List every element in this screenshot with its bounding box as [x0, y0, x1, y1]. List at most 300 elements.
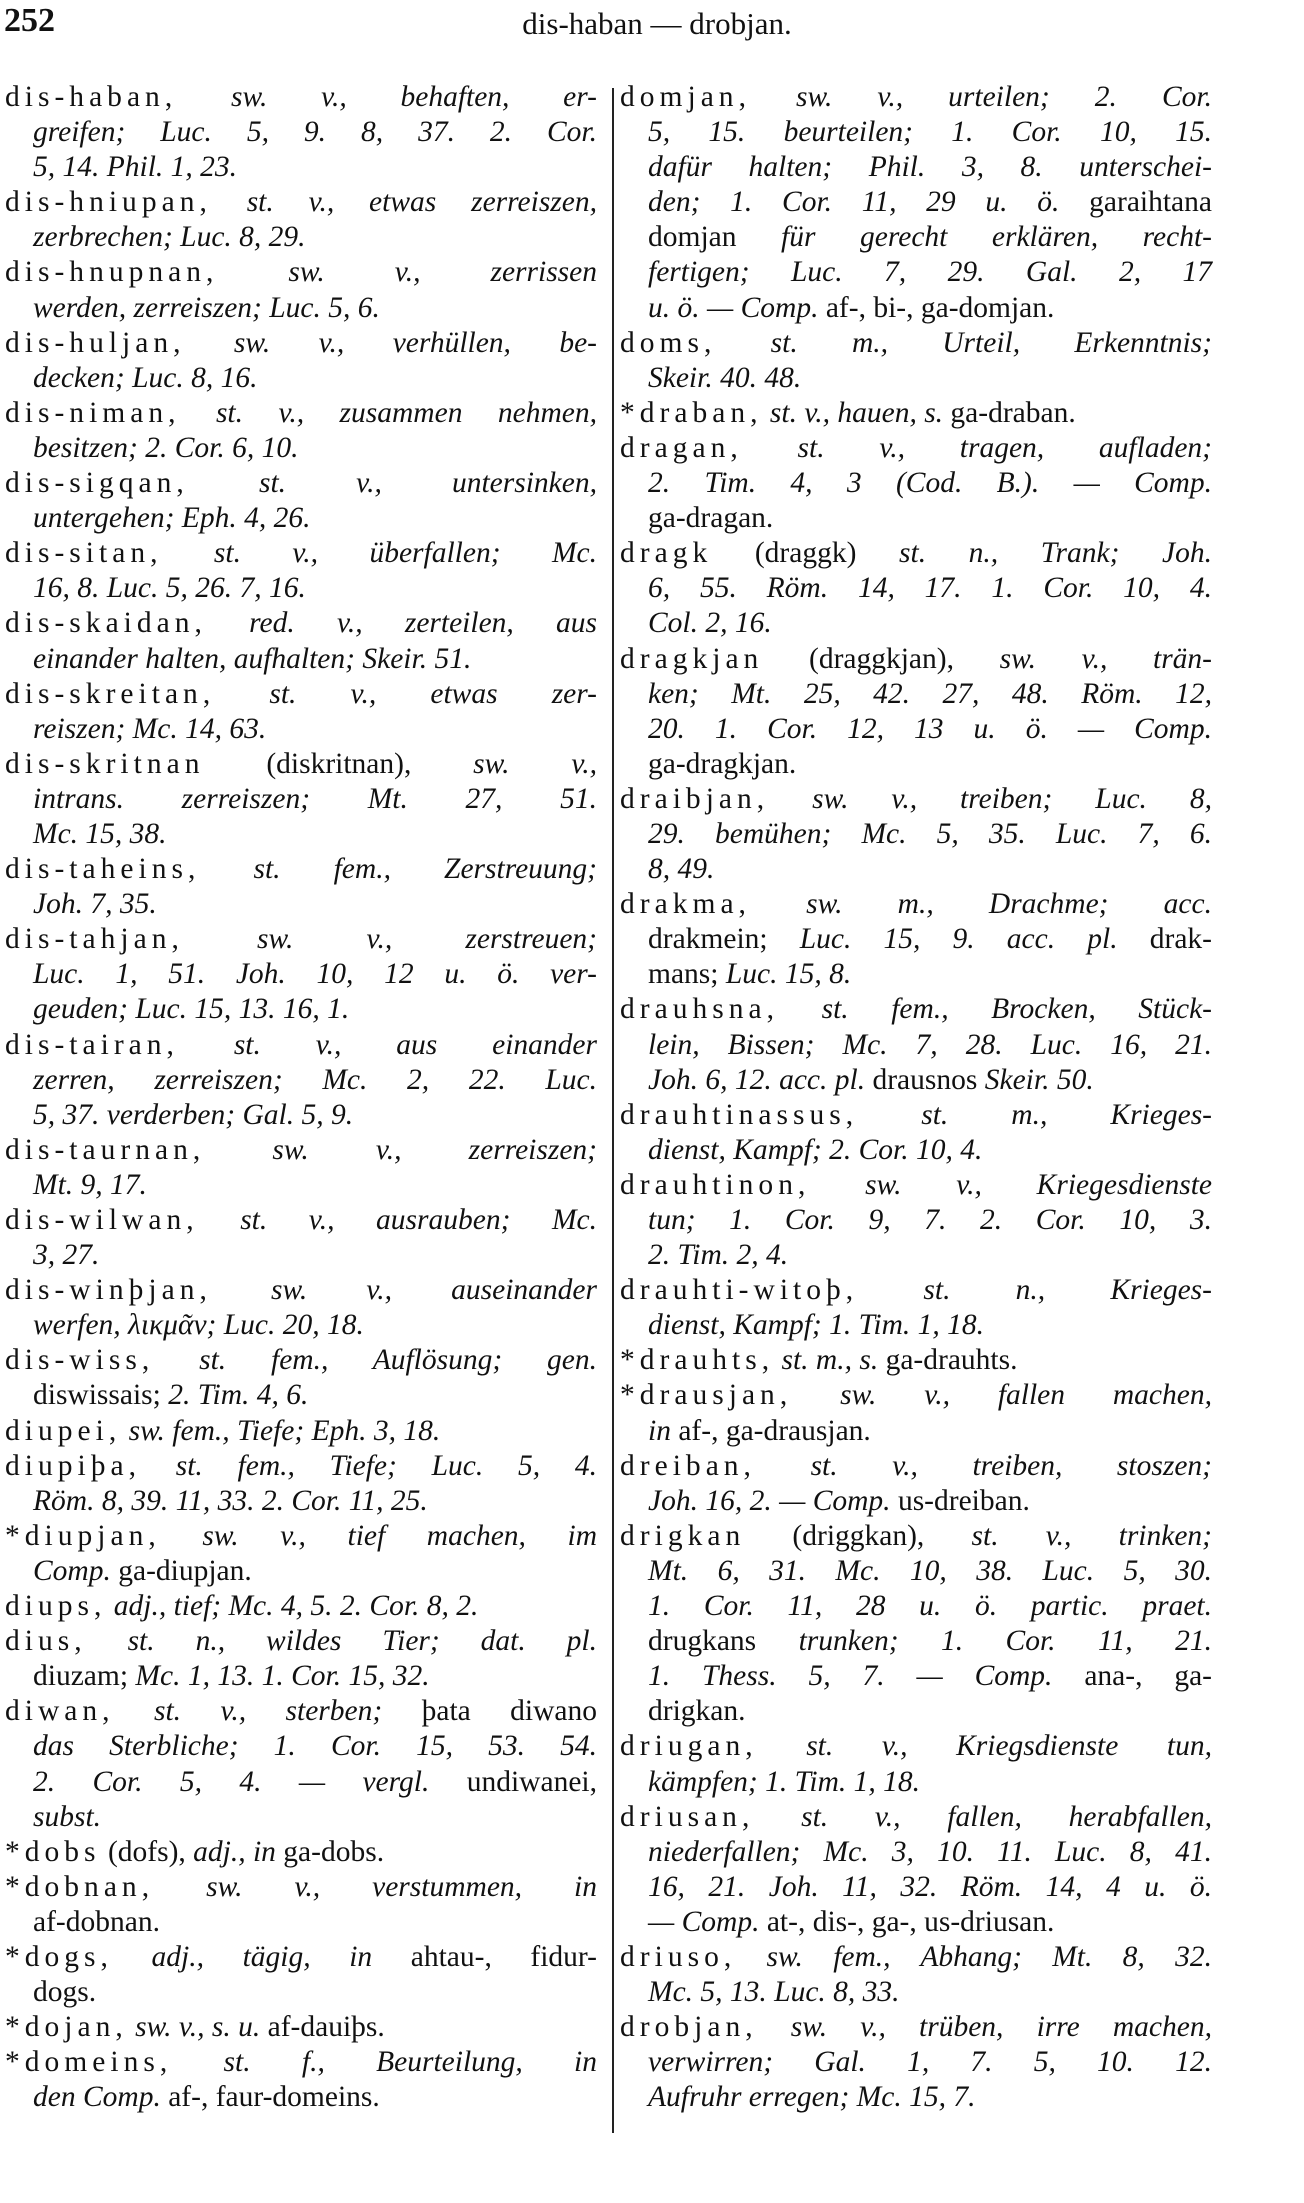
italic-text: sw. v., urteilen; 2. Cor.	[750, 81, 1212, 113]
entry-continuation-line	[620, 817, 1212, 852]
dictionary-entry	[5, 1343, 597, 1413]
italic-text: st. v., etwas zerreiszen,	[211, 186, 597, 219]
dictionary-entry	[5, 255, 597, 325]
headword: drakma,	[620, 888, 751, 921]
dictionary-entry	[5, 1414, 597, 1449]
entry-continuation-line	[620, 115, 1212, 150]
dictionary-entry	[620, 536, 1212, 641]
dictionary-entry	[5, 1203, 597, 1273]
entry-continuation-line	[5, 571, 597, 606]
dictionary-entry	[5, 185, 597, 255]
dictionary-entry	[5, 1589, 597, 1624]
headword: dis-skritnan	[5, 747, 205, 780]
italic-text: st. v., untersinken,	[188, 467, 597, 500]
entry-continuation-line	[5, 1554, 597, 1589]
entry-first-line	[620, 1168, 1212, 1203]
italic-text: st. fem., Tiefe; Luc. 5, 4.	[140, 1449, 597, 1482]
headword: *dobs	[5, 1835, 101, 1868]
entry-continuation-line	[620, 220, 1212, 255]
entry-continuation-line	[620, 2045, 1212, 2080]
dictionary-entry	[620, 1729, 1212, 1799]
entry-first-line	[5, 326, 597, 361]
italic-text: untergehen; Eph. 4, 26.	[33, 502, 311, 535]
entry-continuation-line	[5, 782, 597, 817]
italic-text: Mc. 5, 13. Luc. 8, 33.	[648, 1976, 900, 2009]
entry-first-line	[620, 1098, 1212, 1133]
entry-continuation-line	[620, 291, 1212, 326]
italic-text: adj., in	[193, 1835, 284, 1868]
entry-continuation-line	[620, 957, 1212, 992]
entry-continuation-line	[620, 1028, 1212, 1063]
entry-continuation-line	[5, 887, 597, 922]
headword: dis-skreitan,	[5, 677, 216, 710]
entry-first-line	[5, 606, 597, 641]
italic-text: Skeir. 50.	[984, 1063, 1094, 1096]
headword: diwan,	[5, 1695, 115, 1728]
entry-first-line	[5, 1519, 597, 1554]
dictionary-entry	[620, 2010, 1212, 2115]
entry-continuation-line	[620, 747, 1212, 782]
italic-text: Joh. 6, 12. acc. pl.	[648, 1063, 873, 1096]
dictionary-entry	[5, 1519, 597, 1589]
italic-text: st. fem., Brocken, Stück-	[779, 993, 1212, 1026]
dictionary-entry	[620, 1168, 1212, 1273]
running-title: dis-haban — drobjan.	[522, 6, 792, 41]
headword: diupei,	[5, 1414, 122, 1447]
roman-text: (driggkan),	[745, 1519, 972, 1552]
entry-continuation-line	[620, 466, 1212, 501]
roman-text: drausnos	[872, 1063, 985, 1096]
italic-text: dafür halten; Phil. 3, 8. unterschei-	[648, 151, 1212, 184]
roman-text: þata diwano	[421, 1695, 598, 1728]
roman-text: (draggk)	[712, 537, 900, 570]
italic-text: st. fem., Auflösung; gen.	[154, 1344, 597, 1377]
dictionary-entry	[5, 396, 597, 466]
italic-text: 8, 49.	[648, 853, 715, 886]
entry-continuation-line	[5, 1308, 597, 1343]
entry-continuation-line	[620, 1589, 1212, 1624]
dictionary-entry	[5, 1870, 597, 1940]
entry-continuation-line	[620, 922, 1212, 957]
entry-continuation-line	[5, 642, 597, 677]
entry-first-line	[5, 396, 597, 431]
roman-text: ga-drauhts.	[885, 1344, 1018, 1377]
headword: dis-tairan,	[5, 1028, 179, 1061]
headword: diups,	[5, 1590, 107, 1623]
italic-text: den Comp.	[33, 2081, 169, 2114]
entry-first-line	[5, 2045, 597, 2080]
entry-continuation-line	[620, 1624, 1212, 1659]
roman-text: undiwanei,	[466, 1765, 597, 1798]
dictionary-entry	[5, 606, 597, 676]
dictionary-entry	[620, 326, 1212, 396]
entry-first-line	[5, 1133, 597, 1168]
entry-first-line	[620, 396, 1212, 431]
italic-text: 2. Tim. 2, 4.	[648, 1239, 789, 1272]
roman-text: af-, faur-domeins.	[168, 2081, 380, 2114]
italic-text: st. m., Krieges-	[858, 1098, 1212, 1131]
dictionary-entry	[5, 1273, 597, 1343]
italic-text: zerren, zerreiszen; Mc. 2, 22. Luc.	[33, 1063, 597, 1096]
roman-text: drugkans	[648, 1625, 799, 1658]
headword: dis-huljan,	[5, 326, 186, 359]
headword: *draban,	[620, 396, 763, 429]
headword: dragan,	[620, 431, 743, 464]
italic-text: einander halten, aufhalten; Skeir. 51.	[33, 642, 472, 675]
entry-first-line	[620, 642, 1212, 677]
dictionary-entry	[620, 80, 1212, 326]
entry-first-line	[620, 1519, 1212, 1554]
dictionary-entry	[5, 1449, 597, 1519]
headword: dis-taurnan,	[5, 1133, 206, 1166]
roman-text: us-dreiban.	[897, 1484, 1030, 1517]
italic-text: greifen; Luc. 5, 9. 8, 37. 2. Cor.	[33, 116, 597, 149]
roman-text: mans;	[648, 958, 726, 991]
italic-text: zerbrechen; Luc. 8, 29.	[33, 221, 306, 254]
entry-first-line	[620, 431, 1212, 466]
headword: dis-wilwan,	[5, 1204, 199, 1236]
italic-text: sw. v., zerstreuen;	[183, 923, 597, 956]
entry-first-line	[5, 747, 597, 782]
entry-continuation-line	[5, 817, 597, 852]
italic-text: Mt. 9, 17.	[33, 1168, 147, 1201]
italic-text: sw. v., verstummen, in	[154, 1870, 597, 1903]
roman-text: drigkan.	[648, 1695, 746, 1728]
entry-first-line	[5, 2010, 597, 2045]
headword: dis-wiss,	[5, 1344, 155, 1377]
italic-text: sw. v., verhüllen, be-	[185, 326, 597, 359]
entry-continuation-line	[620, 2080, 1212, 2115]
entry-continuation-line	[5, 361, 597, 396]
italic-text: sw. v.,	[473, 747, 598, 780]
italic-text: werden, zerreiszen; Luc. 5, 6.	[33, 291, 380, 324]
headword: *drauhts,	[620, 1344, 775, 1377]
entry-continuation-line	[620, 501, 1212, 536]
italic-text: st. m., Urteil, Erkenntnis;	[716, 326, 1212, 359]
entry-first-line	[620, 1940, 1212, 1975]
headword: dis-sitan,	[5, 537, 163, 570]
entry-continuation-line	[5, 712, 597, 747]
entry-continuation-line	[620, 1484, 1212, 1519]
headword: dragk	[620, 537, 713, 570]
italic-text: st. v., tragen, aufladen;	[742, 431, 1212, 464]
italic-text: verwirren; Gal. 1, 7. 5, 10. 12.	[648, 2046, 1212, 2079]
dictionary-entry	[620, 1519, 1212, 1730]
entry-continuation-line	[5, 1659, 597, 1694]
italic-text: 6, 55. Röm. 14, 17. 1. Cor. 10, 4.	[648, 572, 1212, 605]
entry-continuation-line	[620, 1063, 1212, 1098]
headword: *dogs,	[5, 1940, 113, 1973]
entry-continuation-line	[5, 431, 597, 466]
roman-text: (dofs),	[100, 1835, 194, 1868]
dictionary-entry	[620, 1378, 1212, 1448]
entry-first-line	[5, 1028, 597, 1063]
entry-first-line	[620, 1378, 1212, 1413]
entry-continuation-line	[5, 1238, 597, 1273]
entry-first-line	[5, 1624, 597, 1659]
roman-text: (diskritnan),	[204, 747, 474, 780]
dictionary-entry	[5, 852, 597, 922]
headword: domjan,	[620, 81, 751, 113]
italic-text: Col. 2, 16.	[648, 607, 772, 640]
roman-text: garaihtana	[1089, 186, 1212, 219]
italic-text: 1. Thess. 5, 7. — Comp.	[648, 1660, 1085, 1693]
roman-text: ana-, ga-	[1084, 1660, 1212, 1693]
roman-text: ga-dobs.	[283, 1835, 385, 1868]
entry-continuation-line	[620, 852, 1212, 887]
italic-text: das Sterbliche; 1. Cor. 15, 53. 54.	[33, 1730, 597, 1763]
italic-text: sw. m., Drachme; acc.	[750, 888, 1212, 921]
entry-first-line	[5, 80, 597, 115]
entry-continuation-line	[5, 1168, 597, 1203]
entry-first-line	[5, 1694, 597, 1729]
entry-first-line	[5, 922, 597, 957]
roman-text: ga-draban.	[950, 396, 1076, 429]
roman-text: dogs.	[33, 1976, 97, 2009]
italic-text: st. v., fallen, herabfallen,	[754, 1800, 1212, 1833]
italic-text: Joh. 16, 2. — Comp.	[648, 1484, 898, 1517]
entry-first-line	[620, 80, 1212, 115]
italic-text: st. v., Kriegsdienste tun,	[757, 1730, 1212, 1763]
headword: dis-tahjan,	[5, 923, 184, 956]
italic-text: Skeir. 40. 48.	[648, 361, 802, 394]
entry-first-line	[620, 1800, 1212, 1835]
dictionary-entry	[5, 1028, 597, 1133]
entry-first-line	[620, 782, 1212, 817]
italic-text: werfen, λικμᾶν; Luc. 20, 18.	[33, 1309, 364, 1342]
roman-text: drak-	[1149, 923, 1212, 956]
italic-text: reiszen; Mc. 14, 63.	[33, 712, 267, 745]
headword: doms,	[620, 326, 717, 359]
entry-continuation-line	[620, 150, 1212, 185]
italic-text: sw. v., zerreiszen;	[205, 1133, 597, 1166]
headword: drigkan	[620, 1519, 746, 1552]
italic-text: st. v., zusammen nehmen,	[180, 396, 597, 429]
italic-text: 16, 21. Joh. 11, 32. Röm. 14, 4 u. ö.	[648, 1870, 1212, 1903]
italic-text: st. v., aus einander	[178, 1028, 597, 1061]
entry-continuation-line	[5, 992, 597, 1027]
italic-text: niederfallen; Mc. 3, 10. 11. Luc. 8, 41.	[648, 1835, 1212, 1868]
entry-continuation-line	[5, 2080, 597, 2115]
italic-text: sw. v., Kriegesdienste	[810, 1168, 1212, 1201]
page-header	[0, 0, 1304, 50]
italic-text: den; 1. Cor. 11, 29 u. ö.	[648, 186, 1090, 219]
roman-text: ga-dragkjan.	[648, 747, 797, 780]
italic-text: sw. v., behaften, er-	[177, 81, 597, 113]
entry-first-line	[5, 466, 597, 501]
entry-continuation-line	[5, 115, 597, 150]
entry-first-line	[5, 677, 597, 712]
entry-first-line	[5, 185, 597, 220]
roman-text: af-dobnan.	[33, 1905, 160, 1938]
dictionary-entry	[620, 1343, 1212, 1378]
headword: dius,	[5, 1625, 87, 1658]
italic-text: adj., tief; Mc. 4, 5. 2. Cor. 8, 2.	[106, 1590, 479, 1623]
italic-text: 3, 27.	[33, 1239, 100, 1272]
italic-text: sw. v., s. u.	[127, 2011, 268, 2044]
italic-text: Mc. 1, 13. 1. Cor. 15, 32.	[135, 1660, 430, 1693]
entry-first-line	[5, 1940, 597, 1975]
headword: driugan,	[620, 1730, 758, 1763]
italic-text: sw. fem., Abhang; Mt. 8, 32.	[736, 1940, 1212, 1973]
dictionary-entry	[620, 431, 1212, 536]
italic-text: ken; Mt. 25, 42. 27, 48. Röm. 12,	[648, 677, 1212, 710]
entry-continuation-line	[5, 1905, 597, 1940]
right-column	[620, 80, 1212, 2115]
headword: dis-niman,	[5, 396, 181, 429]
entry-continuation-line	[5, 1378, 597, 1413]
entry-continuation-line	[620, 1203, 1212, 1238]
italic-text: Luc. 1, 51. Joh. 10, 12 u. ö. ver-	[33, 958, 597, 991]
italic-text: st. v., hauen, s.	[762, 396, 951, 429]
entry-continuation-line	[620, 1765, 1212, 1800]
headword: *drausjan,	[620, 1379, 793, 1412]
headword: drauhtinassus,	[620, 1098, 859, 1131]
dictionary-entry	[5, 466, 597, 536]
headword: dis-haban,	[5, 81, 178, 113]
entry-first-line	[620, 2010, 1212, 2045]
italic-text: sw. v., zerrissen	[218, 256, 597, 289]
italic-text: Luc. 15, 9. acc. pl.	[799, 923, 1150, 956]
italic-text: fertigen; Luc. 7, 29. Gal. 2, 17	[648, 256, 1212, 289]
entry-continuation-line	[620, 677, 1212, 712]
entry-continuation-line	[5, 1484, 597, 1519]
entry-first-line	[5, 1414, 597, 1449]
entry-continuation-line	[620, 1694, 1212, 1729]
italic-text: intrans. zerreiszen; Mt. 27, 51.	[33, 782, 597, 815]
entry-continuation-line	[620, 1554, 1212, 1589]
italic-text: 16, 8. Luc. 5, 26. 7, 16.	[33, 572, 306, 605]
entry-continuation-line	[620, 361, 1212, 396]
italic-text: Mt. 6, 31. Mc. 10, 38. Luc. 5, 30.	[648, 1554, 1212, 1587]
left-column	[5, 80, 597, 2115]
headword: drauhsna,	[620, 993, 780, 1026]
italic-text: Aufruhr erregen; Mc. 15, 7.	[648, 2081, 976, 2114]
headword: draibjan,	[620, 782, 770, 815]
italic-text: 5, 15. beurteilen; 1. Cor. 10, 15.	[648, 116, 1212, 149]
dictionary-entry	[620, 992, 1212, 1097]
italic-text: sw. v., tief machen, im	[160, 1519, 597, 1552]
dictionary-entry	[5, 1133, 597, 1203]
entry-first-line	[620, 1273, 1212, 1308]
entry-first-line	[5, 1343, 597, 1378]
headword: *dobnan,	[5, 1870, 155, 1903]
headword: dis-hniupan,	[5, 186, 212, 219]
entry-first-line	[5, 1203, 597, 1238]
entry-continuation-line	[620, 1133, 1212, 1168]
entry-first-line	[620, 992, 1212, 1027]
headword: *domeins,	[5, 2046, 173, 2079]
italic-text: besitzen; 2. Cor. 6, 10.	[33, 431, 299, 464]
entry-continuation-line	[5, 1765, 597, 1800]
headword: dis-skaidan,	[5, 607, 207, 640]
italic-text: sw. v., trän-	[999, 642, 1212, 675]
entry-continuation-line	[620, 185, 1212, 220]
headword: diupiþa,	[5, 1449, 141, 1482]
italic-text: trunken; 1. Cor. 11, 21.	[798, 1625, 1212, 1658]
italic-text: tun; 1. Cor. 9, 7. 2. Cor. 10, 3.	[648, 1204, 1212, 1236]
entry-first-line	[5, 1273, 597, 1308]
dictionary-entry	[5, 1694, 597, 1834]
entry-continuation-line	[620, 606, 1212, 641]
italic-text: st. f., Beurteilung, in	[172, 2046, 597, 2079]
headword: dis-winþjan,	[5, 1274, 212, 1307]
italic-text: st. v., treiben, stoszen;	[755, 1449, 1212, 1482]
roman-text: at-, dis-, ga-, us-driusan.	[766, 1905, 1055, 1938]
headword: dis-hnupnan,	[5, 256, 219, 289]
roman-text: af-dauiþs.	[267, 2011, 385, 2044]
dictionary-entry	[5, 747, 597, 852]
roman-text: af-, ga-drausjan.	[678, 1414, 871, 1447]
italic-text: 5, 37. verderben; Gal. 5, 9.	[33, 1098, 354, 1131]
entry-first-line	[5, 1870, 597, 1905]
italic-text: subst.	[33, 1800, 102, 1833]
italic-text: lein, Bissen; Mc. 7, 28. Luc. 16, 21.	[648, 1028, 1212, 1061]
entry-continuation-line	[5, 291, 597, 326]
headword: drauhtinon,	[620, 1168, 811, 1201]
dictionary-entry	[620, 1940, 1212, 2010]
dictionary-entry	[5, 326, 597, 396]
dictionary-entry	[5, 922, 597, 1027]
roman-text: ga-diupjan.	[118, 1554, 252, 1587]
entry-first-line	[620, 536, 1212, 571]
headword: drobjan,	[620, 2011, 758, 2044]
italic-text: 2. Cor. 5, 4. — vergl.	[33, 1765, 467, 1798]
entry-first-line	[620, 1729, 1212, 1764]
dictionary-entry	[620, 1800, 1212, 1940]
italic-text: dienst, Kampf; 1. Tim. 1, 18.	[648, 1309, 984, 1342]
dictionary-entry	[5, 2010, 597, 2045]
roman-text: diswissais;	[33, 1379, 169, 1412]
italic-text: 29. bemühen; Mc. 5, 35. Luc. 7, 6.	[648, 817, 1212, 850]
italic-text: st. v., etwas zer-	[215, 677, 597, 710]
entry-continuation-line	[5, 1063, 597, 1098]
italic-text: Joh. 7, 35.	[33, 888, 157, 921]
entry-first-line	[5, 1589, 597, 1624]
dictionary-entry	[5, 2045, 597, 2115]
entry-continuation-line	[620, 571, 1212, 606]
italic-text: adj., tägig, in	[112, 1940, 411, 1973]
italic-text: st. v., sterben;	[114, 1695, 422, 1728]
entry-continuation-line	[5, 1098, 597, 1133]
entry-continuation-line	[620, 1870, 1212, 1905]
roman-text: ga-dragan.	[648, 502, 774, 535]
italic-text: Luc. 15, 8.	[725, 958, 852, 991]
headword: *diupjan,	[5, 1519, 161, 1552]
dictionary-entry	[5, 1940, 597, 2010]
italic-text: st. v., ausrauben; Mc.	[198, 1204, 597, 1236]
dictionary-entry	[620, 1098, 1212, 1168]
headword: dreiban,	[620, 1449, 756, 1482]
italic-text: st. v., trinken;	[971, 1519, 1213, 1552]
entry-continuation-line	[5, 150, 597, 185]
entry-first-line	[620, 887, 1212, 922]
italic-text: st. m., s.	[774, 1344, 886, 1377]
entry-continuation-line	[620, 1835, 1212, 1870]
entry-continuation-line	[5, 501, 597, 536]
entry-continuation-line	[5, 1800, 597, 1835]
entry-continuation-line	[620, 1975, 1212, 2010]
entry-first-line	[5, 1835, 597, 1870]
headword: dis-taheins,	[5, 853, 201, 886]
italic-text: st. n., Trank; Joh.	[899, 537, 1212, 570]
headword: driuso,	[620, 1940, 737, 1973]
italic-text: st. n., wildes Tier; dat. pl.	[86, 1625, 597, 1658]
headword: dragkjan	[620, 642, 764, 675]
italic-text: Mc. 15, 38.	[33, 817, 167, 850]
italic-text: st. fem., Zerstreuung;	[200, 853, 597, 886]
headword: drauhti-witoþ,	[620, 1274, 859, 1307]
